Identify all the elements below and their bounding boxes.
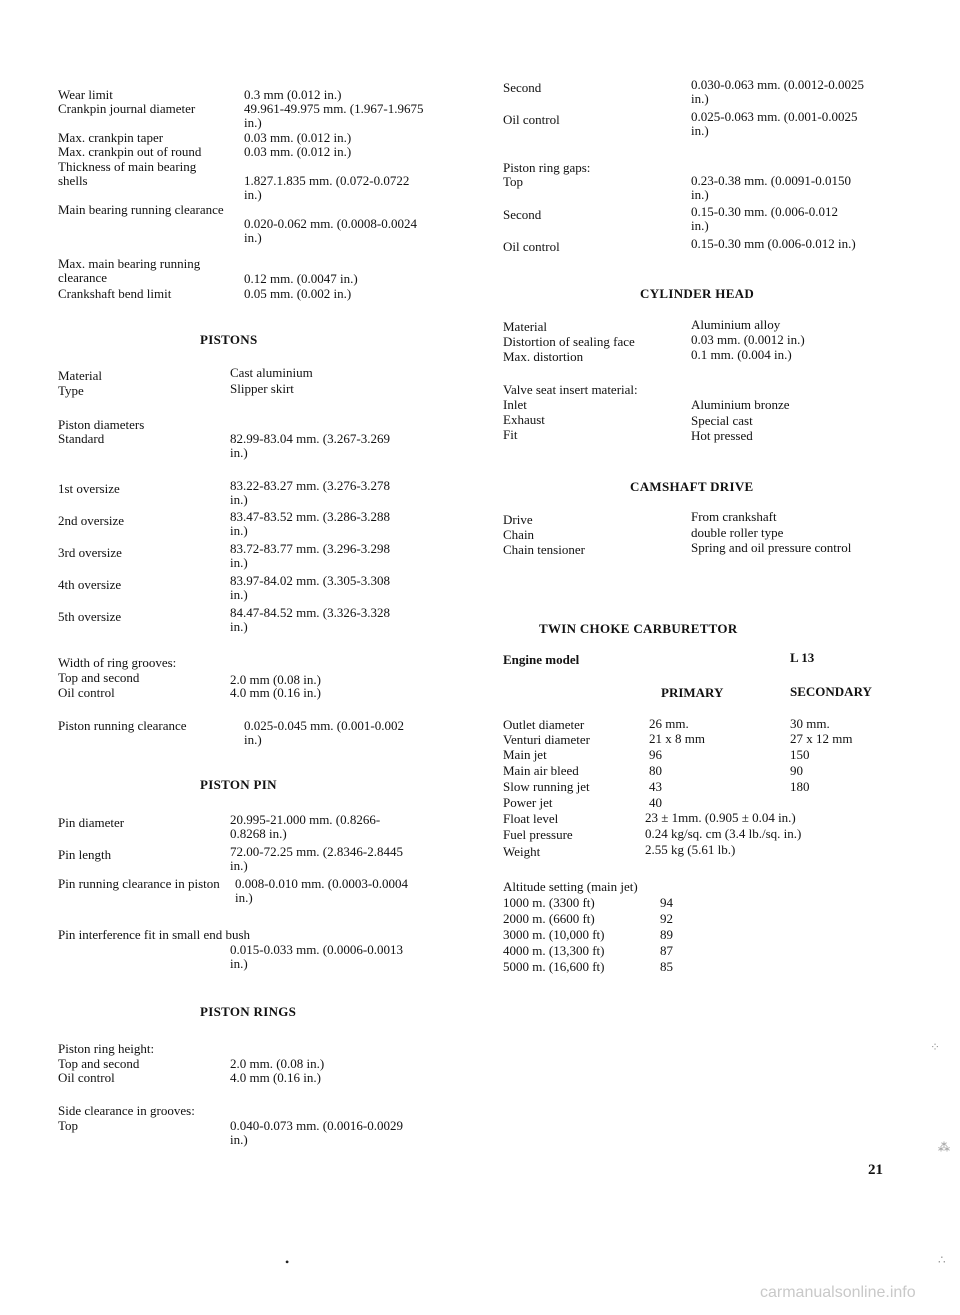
spec-label: Exhaust	[503, 412, 545, 427]
carb-secondary: 27 x 12 mm	[790, 731, 853, 746]
spec-label: Second	[503, 80, 542, 95]
scan-speck: •	[285, 1255, 290, 1269]
section-heading-camshaft-drive: CAMSHAFT DRIVE	[630, 479, 754, 494]
spec-label: Piston running clearance	[58, 718, 187, 733]
carb-label: Power jet	[503, 795, 553, 810]
spec-value: 0.1 mm. (0.004 in.)	[691, 347, 792, 362]
spec-value: 0.12 mm. (0.0047 in.)	[244, 271, 358, 286]
spec-label: Oil control	[58, 1070, 115, 1085]
spec-value: 0.03 mm. (0.0012 in.)	[691, 332, 805, 347]
spec-label: Top and second	[58, 670, 140, 685]
spec-label: Width of ring grooves:	[58, 655, 177, 670]
spec-label: 1st oversize	[58, 481, 120, 496]
spec-label: 2nd oversize	[58, 513, 125, 528]
carb-primary: 0.24 kg/sq. cm (3.4 lb./sq. in.)	[645, 826, 802, 841]
spec-label: Pin diameter	[58, 815, 125, 830]
spec-value: Aluminium alloy	[691, 317, 781, 332]
section-heading-pistons: PISTONS	[200, 332, 258, 347]
spec-value: 0.03 mm. (0.012 in.)	[244, 130, 352, 145]
altitude-label: 3000 m. (10,000 ft)	[503, 927, 605, 942]
spec-label: Fit	[503, 427, 518, 442]
spec-value: From crankshaft	[691, 509, 777, 524]
spec-value: 49.961-49.975 mm. (1.967-1.9675 in.)	[244, 101, 424, 130]
carb-label: Slow running jet	[503, 779, 590, 794]
spec-value: 2.0 mm. (0.08 in.)	[230, 1056, 325, 1071]
spec-value: 83.97-84.02 mm. (3.305-3.308 in.)	[230, 573, 390, 602]
carb-primary: 21 x 8 mm	[649, 731, 705, 746]
spec-value: 0.030-0.063 mm. (0.0012-0.0025 in.)	[691, 77, 864, 106]
spec-label: Material	[503, 319, 548, 334]
spec-label: Wear limit	[58, 87, 113, 102]
altitude-value: 89	[660, 927, 673, 942]
spec-value: 4.0 mm (0.16 in.)	[230, 685, 321, 700]
spec-label: Type	[58, 383, 84, 398]
primary-column-header: PRIMARY	[661, 685, 724, 700]
spec-label: 3rd oversize	[58, 545, 122, 560]
carb-label: Weight	[503, 844, 541, 859]
section-heading-cylinder-head: CYLINDER HEAD	[640, 286, 755, 301]
spec-label: Side clearance in grooves:	[58, 1103, 195, 1118]
spec-value: Special cast	[691, 413, 753, 428]
spec-label: Oil control	[503, 112, 560, 127]
carb-label: Fuel pressure	[503, 827, 573, 842]
spec-label: Valve seat insert material:	[503, 382, 638, 397]
spec-label: Standard	[58, 431, 105, 446]
carb-label: Main air bleed	[503, 763, 579, 778]
spec-value: 0.008-0.010 mm. (0.0003-0.0004 in.)	[235, 876, 408, 905]
spec-label: Max. main bearing running clearance	[58, 256, 201, 285]
scan-speck: ∴	[938, 1253, 946, 1267]
spec-value: Cast aluminium	[230, 365, 313, 380]
altitude-value: 92	[660, 911, 673, 926]
carb-primary: 80	[649, 763, 662, 778]
carb-label: Venturi diameter	[503, 732, 590, 747]
spec-label: Main bearing running clearance	[58, 202, 224, 217]
spec-value: 1.827.1.835 mm. (0.072-0.0722 in.)	[244, 173, 410, 202]
altitude-heading: Altitude setting (main jet)	[503, 879, 638, 894]
spec-label: Second	[503, 207, 542, 222]
watermark: carmanualsonline.info	[760, 1284, 916, 1301]
spec-label: Piston diameters	[58, 417, 145, 432]
spec-label: Crankpin journal diameter	[58, 101, 196, 116]
section-heading-piston-pin: PISTON PIN	[200, 777, 277, 792]
scan-speck: ⁂	[938, 1140, 950, 1154]
spec-label: Oil control	[58, 685, 115, 700]
spec-label: Crankshaft bend limit	[58, 286, 172, 301]
spec-label: Max. crankpin out of round	[58, 144, 202, 159]
section-heading-carburettor: TWIN CHOKE CARBURETTOR	[539, 621, 738, 636]
spec-value: 0.03 mm. (0.012 in.)	[244, 144, 352, 159]
spec-value: 0.020-0.062 mm. (0.0008-0.0024 in.)	[244, 216, 417, 245]
spec-label: Top	[503, 174, 524, 189]
spec-value: 0.025-0.045 mm. (0.001-0.002 in.)	[244, 718, 404, 747]
section-heading-piston-rings: PISTON RINGS	[200, 1004, 297, 1019]
spec-label: Max. crankpin taper	[58, 130, 164, 145]
spec-label: Top	[58, 1118, 79, 1133]
carb-primary: 26 mm.	[649, 716, 689, 731]
engine-model-label: Engine model	[503, 652, 580, 667]
spec-label: Inlet	[503, 397, 527, 412]
altitude-label: 5000 m. (16,600 ft)	[503, 959, 605, 974]
spec-value: double roller type	[691, 525, 784, 540]
altitude-label: 1000 m. (3300 ft)	[503, 895, 595, 910]
spec-value: 84.47-84.52 mm. (3.326-3.328 in.)	[230, 605, 390, 634]
carb-secondary: 90	[790, 763, 803, 778]
spec-value: Spring and oil pressure control	[691, 540, 852, 555]
spec-value: 0.025-0.063 mm. (0.001-0.0025 in.)	[691, 109, 858, 138]
spec-value: 0.015-0.033 mm. (0.0006-0.0013 in.)	[230, 942, 403, 971]
altitude-value: 87	[660, 943, 673, 958]
carb-secondary: 30 mm.	[790, 716, 830, 731]
spec-value: 0.05 mm. (0.002 in.)	[244, 286, 352, 301]
spec-label: Max. distortion	[503, 349, 584, 364]
spec-label: Material	[58, 368, 103, 383]
spec-label: 5th oversize	[58, 609, 122, 624]
spec-label: Chain	[503, 527, 535, 542]
carb-secondary: 150	[790, 747, 810, 762]
carb-primary: 2.55 kg (5.61 lb.)	[645, 842, 736, 857]
spec-value: 0.15-0.30 mm. (0.006-0.012 in.)	[691, 204, 838, 233]
altitude-label: 2000 m. (6600 ft)	[503, 911, 595, 926]
spec-value: 83.22-83.27 mm. (3.276-3.278 in.)	[230, 478, 390, 507]
spec-value: 0.15-0.30 mm (0.006-0.012 in.)	[691, 236, 856, 251]
spec-label: Chain tensioner	[503, 542, 585, 557]
carb-label: Outlet diameter	[503, 717, 585, 732]
spec-label: 4th oversize	[58, 577, 122, 592]
page-number: 21	[868, 1162, 883, 1178]
spec-value: 20.995-21.000 mm. (0.8266- 0.8268 in.)	[230, 812, 381, 841]
carb-primary: 40	[649, 795, 662, 810]
spec-label: Oil control	[503, 239, 560, 254]
spec-label: Drive	[503, 512, 533, 527]
spec-label: Distortion of sealing face	[503, 334, 635, 349]
carb-label: Float level	[503, 811, 559, 826]
altitude-label: 4000 m. (13,300 ft)	[503, 943, 605, 958]
spec-label: Pin length	[58, 847, 112, 862]
spec-value: Aluminium bronze	[691, 397, 790, 412]
scan-speck: ⁘	[930, 1040, 941, 1054]
spec-label: Pin interference fit in small end bush	[58, 927, 251, 942]
spec-value: 4.0 mm (0.16 in.)	[230, 1070, 321, 1085]
spec-value: 82.99-83.04 mm. (3.267-3.269 in.)	[230, 431, 390, 460]
spec-label: Piston ring gaps:	[503, 160, 591, 175]
spec-value: Hot pressed	[691, 428, 753, 443]
spec-value: 0.040-0.073 mm. (0.0016-0.0029 in.)	[230, 1118, 403, 1147]
carb-secondary: 180	[790, 779, 810, 794]
carb-primary: 23 ± 1mm. (0.905 ± 0.04 in.)	[645, 810, 796, 825]
carb-primary: 43	[649, 779, 662, 794]
altitude-value: 85	[660, 959, 673, 974]
secondary-column-header: SECONDARY	[790, 684, 872, 699]
spec-label: Top and second	[58, 1056, 140, 1071]
carb-label: Main jet	[503, 747, 547, 762]
spec-value: 2.0 mm (0.08 in.)	[230, 672, 321, 687]
spec-label: Pin running clearance in piston	[58, 876, 220, 891]
spec-value: 83.72-83.77 mm. (3.296-3.298 in.)	[230, 541, 390, 570]
spec-value: 72.00-72.25 mm. (2.8346-2.8445 in.)	[230, 844, 403, 873]
altitude-value: 94	[660, 895, 673, 910]
carb-primary: 96	[649, 747, 662, 762]
spec-value: 83.47-83.52 mm. (3.286-3.288 in.)	[230, 509, 390, 538]
spec-label: Piston ring height:	[58, 1041, 155, 1056]
spec-value: 0.23-0.38 mm. (0.0091-0.0150 in.)	[691, 173, 851, 202]
spec-value: Slipper skirt	[230, 381, 294, 396]
spec-value: 0.3 mm (0.012 in.)	[244, 87, 342, 102]
spec-label: Thickness of main bearing shells	[58, 159, 197, 188]
engine-model-value: L 13	[790, 650, 815, 665]
